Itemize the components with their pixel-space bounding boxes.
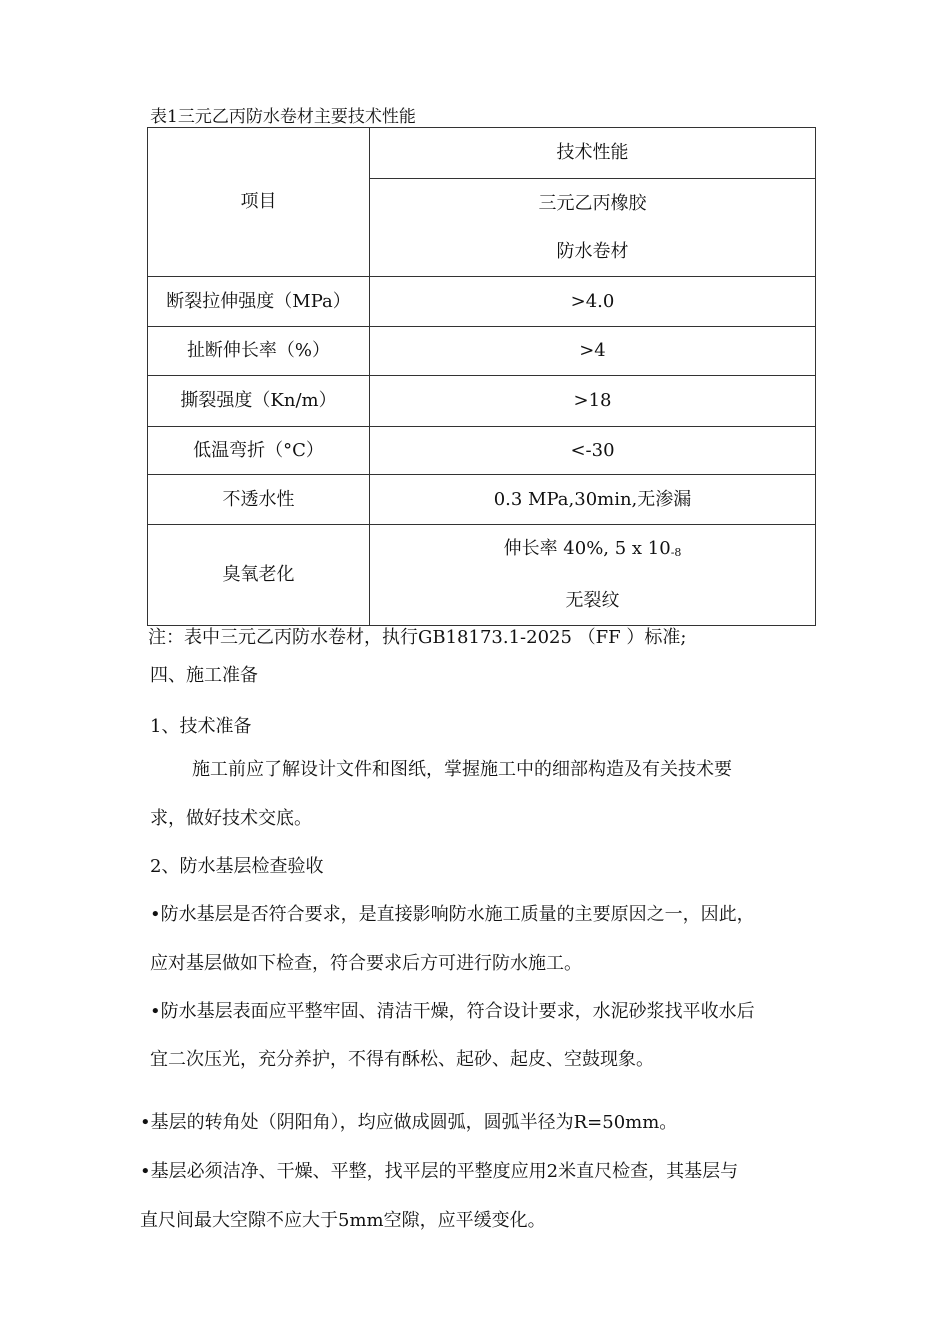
table-row bbox=[148, 277, 816, 327]
bullet-2-line1: •防水基层表面应平整牢固、清洁干燥，符合设计要求，水泥砂浆找平收水后 bbox=[150, 1001, 755, 1022]
row-value: <-30 bbox=[370, 427, 816, 475]
row-name: 低温弯折（°C） bbox=[148, 427, 370, 475]
row-name: 断裂拉伸强度（MPa） bbox=[148, 277, 370, 327]
tech-prep-line2: 求，做好技术交底。 bbox=[150, 808, 312, 829]
table-row bbox=[148, 327, 816, 376]
bullet-1-line2: 应对基层做如下检查，符合要求后方可进行防水施工。 bbox=[150, 953, 582, 974]
ozone-value-line2: 无裂纹 bbox=[565, 590, 620, 611]
ozone-value-text: 伸长率 40%, 5 x 10 bbox=[503, 538, 671, 559]
tech-prep-heading: 1、技术准备 bbox=[150, 716, 252, 737]
header-group: 技术性能 bbox=[556, 142, 629, 163]
row-value: >4 bbox=[370, 327, 816, 376]
row-name: 扯断伸长率（%） bbox=[148, 327, 370, 376]
header-item-cell bbox=[148, 128, 370, 277]
table-row bbox=[148, 475, 816, 525]
row-value: 0.3 MPa,30min,无渗漏 bbox=[370, 475, 816, 525]
bullet-4-line1: •基层必须洁净、干燥、平整，找平层的平整度应用2米直尺检查，其基层与 bbox=[140, 1161, 739, 1182]
section-heading: 四、施工准备 bbox=[150, 665, 258, 686]
bullet-4-line2: 直尺间最大空隙不应大于5mm空隙，应平缓变化。 bbox=[140, 1210, 546, 1231]
header-group-cell bbox=[370, 128, 816, 179]
row-value bbox=[370, 525, 816, 626]
row-name: 撕裂强度（Kn/m） bbox=[148, 376, 370, 427]
table-row bbox=[148, 525, 816, 626]
bullet-2-line2: 宜二次压光，充分养护，不得有酥松、起砂、起皮、空鼓现象。 bbox=[150, 1049, 654, 1070]
spec-table bbox=[147, 127, 816, 626]
header-item: 项目 bbox=[240, 191, 277, 212]
base-check-heading: 2、防水基层检查验收 bbox=[150, 856, 324, 877]
table-note: 注：表中三元乙丙防水卷材，执行GB18173.1-2025 （FF ）标准; bbox=[148, 627, 687, 648]
bullet-3: •基层的转角处（阴阳角），均应做成圆弧，圆弧半径为R=50mm。 bbox=[140, 1112, 678, 1133]
header-product-line1: 三元乙丙橡胶 bbox=[538, 192, 647, 214]
row-value: >18 bbox=[370, 376, 816, 427]
row-name: 不透水性 bbox=[148, 475, 370, 525]
table-caption: 表1三元乙丙防水卷材主要技术性能 bbox=[150, 107, 416, 127]
header-product-line2: 防水卷材 bbox=[556, 240, 629, 262]
ozone-value-exponent: -8 bbox=[670, 546, 682, 559]
table-row bbox=[148, 376, 816, 427]
row-name: 臭氧老化 bbox=[148, 525, 370, 626]
header-product-cell bbox=[370, 179, 816, 277]
row-value: >4.0 bbox=[370, 277, 816, 327]
table-row bbox=[148, 427, 816, 475]
tech-prep-line1: 施工前应了解设计文件和图纸，掌握施工中的细部构造及有关技术要 bbox=[192, 759, 732, 780]
bullet-1-line1: •防水基层是否符合要求，是直接影响防水施工质量的主要原因之一，因此， bbox=[150, 904, 755, 925]
ozone-value-line1 bbox=[370, 525, 815, 577]
table-header-row bbox=[148, 128, 816, 179]
